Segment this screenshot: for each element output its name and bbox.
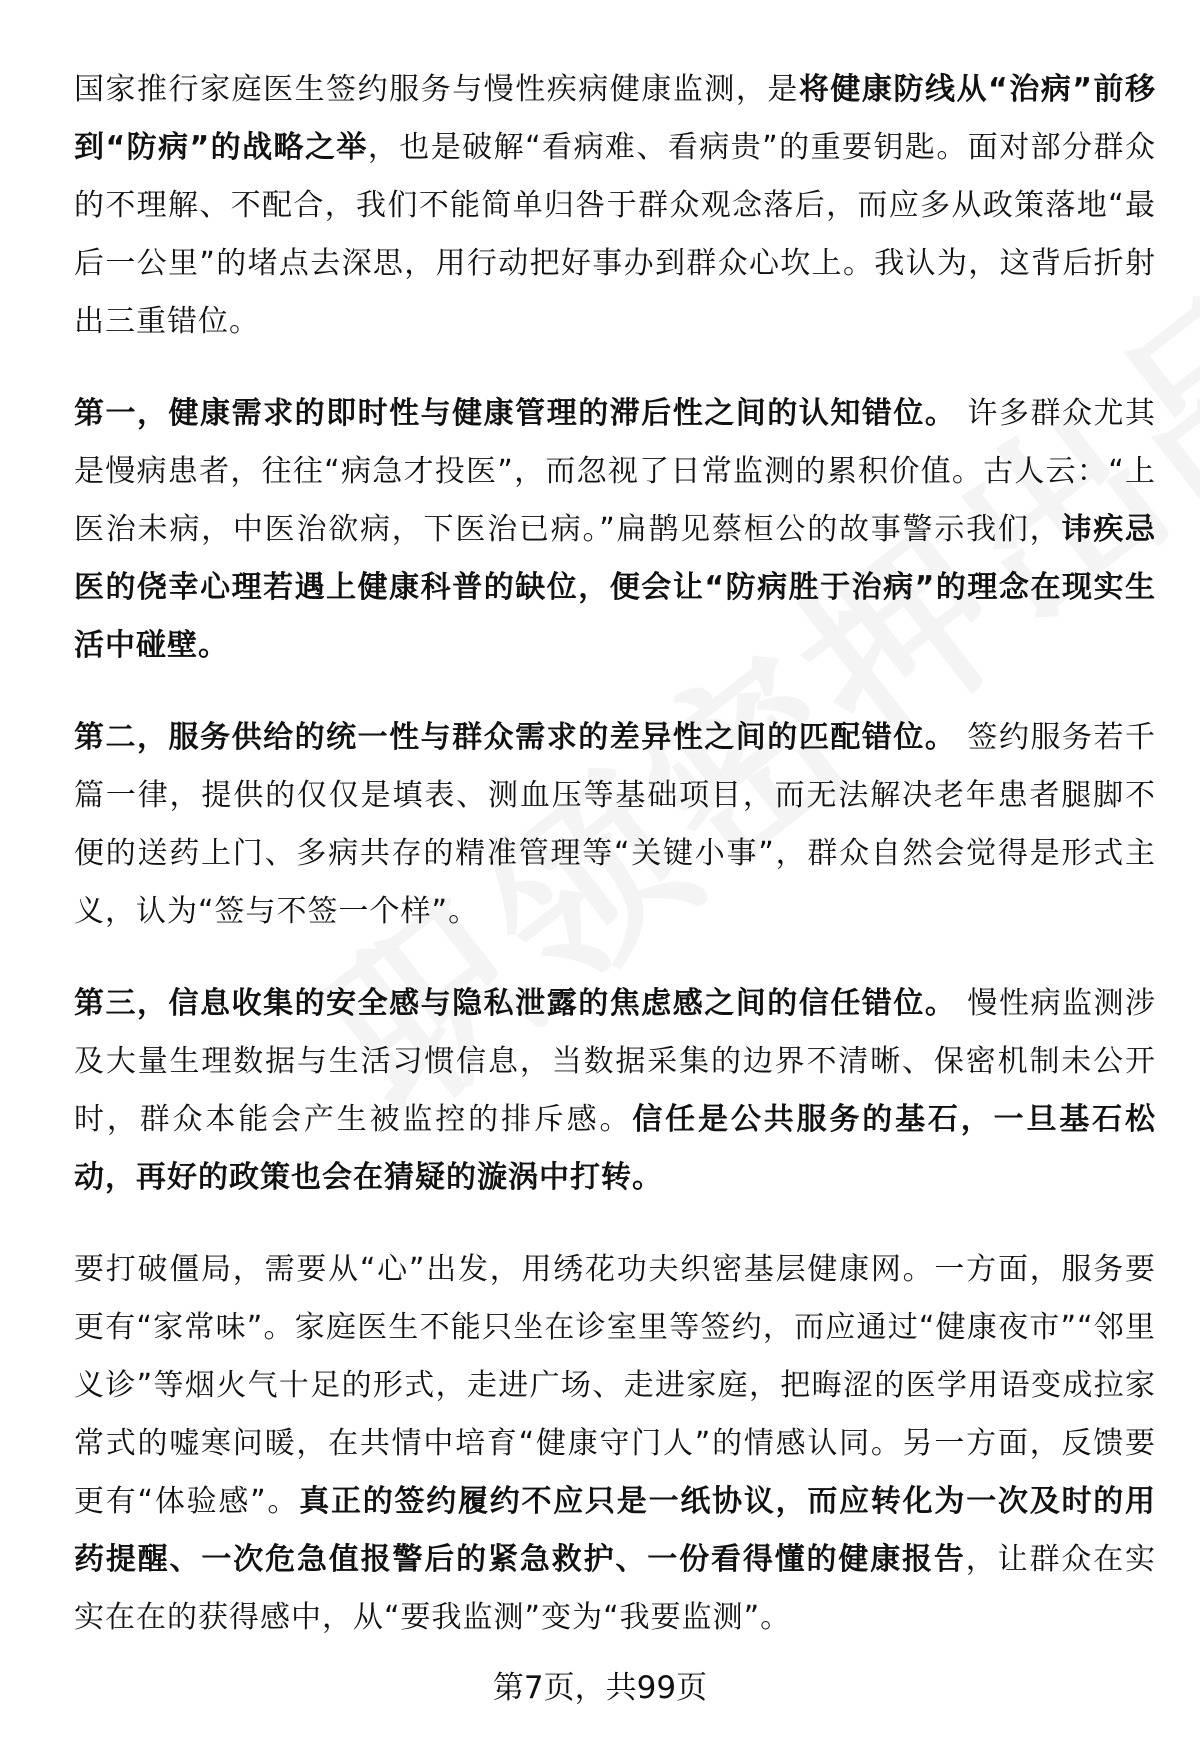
- text-run: 要打破僵局，需要从“心”出发，用绣花功夫织密基层健康网。一方面，服务要更有“家常味”。家庭医生不能只坐在诊室里等签约，而应通过“健康夜市”“邻里义诊”等烟火气十足的形式，走进广场、走进家庭，把晦涩的医学用语变成拉家常式的嘘寒问暖，在共情中培育“健康守门人”的情感认同。另一方面，反馈要更有“体验感”。: [74, 1252, 1156, 1519]
- paragraph-point-two: [74, 709, 1156, 941]
- document-body: [74, 61, 1156, 1647]
- paragraph-point-three: [74, 975, 1156, 1207]
- paragraph-solution: [74, 1241, 1156, 1647]
- bold-text-run: 第一，健康需求的即时性与健康管理的滞后性之间的认知错位。: [74, 396, 957, 431]
- text-run: 许多群众尤其是慢病患者，往往“病急才投医”，而忽视了日常监测的累积价值。古人云：“上医治未病，中医治欲病，下医治已病。”扁鹊见蔡桓公的故事警示我们，: [74, 396, 1156, 547]
- text-run: 国家推行家庭医生签约服务与慢性疾病健康监测，是: [74, 72, 799, 107]
- paragraph-point-one: [74, 385, 1156, 675]
- bold-text-run: 讳疾忌医的侥幸心理若遇上健康科普的缺位，便会让“防病胜于治病”的理念在现实生活中碰壁。: [74, 512, 1157, 663]
- bold-text-run: 真正的签约履约不应只是一纸协议，而应转化为一次及时的用药提醒、一次危急值报警后的紧急救护、一份看得懂的健康报告: [74, 1484, 1156, 1577]
- bold-text-run: 第三，信息收集的安全感与隐私泄露的焦虑感之间的信任错位。: [74, 986, 957, 1021]
- text-run: ，让群众在实实在在的获得感中，从“要我监测”变为“我要监测”。: [74, 1542, 1157, 1635]
- bold-text-run: 将健康防线从“治病”前移到“防病”的战略之举: [74, 72, 1157, 165]
- text-run: ，也是破解“看病难、看病贵”的重要钥匙。面对部分群众的不理解、不配合，我们不能简单归咎于群众观念落后，而应多从政策落地“最后一公里”的堵点去深思，用行动把好事办到群众心坎上。我认为，这背后折射出三重错位。: [74, 130, 1156, 339]
- bold-text-run: 第二，服务供给的统一性与群众需求的差异性之间的匹配错位。: [74, 720, 957, 755]
- paragraph-intro: [74, 61, 1156, 351]
- page-number: 第7页，共99页: [492, 1670, 708, 1706]
- text-run: 签约服务若千篇一律，提供的仅仅是填表、测血压等基础项目，而无法解决老年患者腿脚不便的送药上门、多病共存的精准管理等“关键小事”，群众自然会觉得是形式主义，认为“签与不签一个样”。: [74, 720, 1156, 929]
- bold-text-run: 信任是公共服务的基石，一旦基石松动，再好的政策也会在猜疑的漩涡中打转。: [74, 1102, 1156, 1195]
- text-run: 慢性病监测涉及大量生理数据与生活习惯信息，当数据采集的边界不清晰、保密机制未公开时，群众本能会产生被监控的排斥感。: [74, 986, 1156, 1137]
